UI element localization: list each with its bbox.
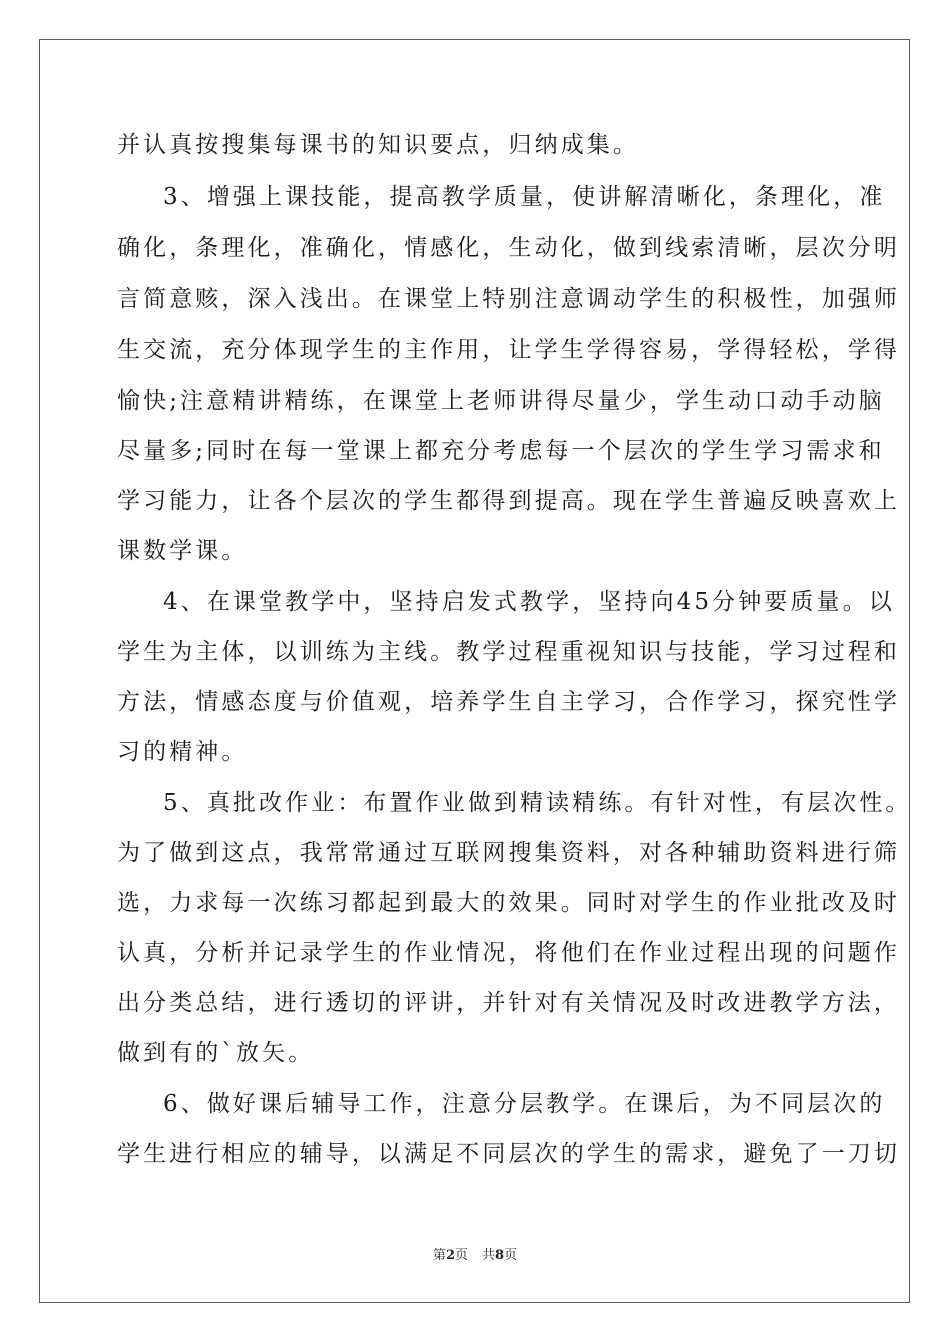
text-line: 学生为主体，以训练为主线。教学过程重视知识与技能，学习过程和: [117, 639, 900, 665]
total-pages: 8: [495, 1248, 505, 1263]
text-line: 出分类总结，进行透切的评讲，并针对有关情况及时改进教学方法，: [117, 990, 900, 1016]
text-line: 课数学课。: [117, 538, 248, 564]
text-line: 学生进行相应的辅导，以满足不同层次的学生的需求，避免了一刀切: [117, 1141, 900, 1167]
text-line: 6、做好课后辅导工作，注意分层教学。在课后，为不同层次的: [163, 1091, 886, 1117]
page-prefix: 第: [432, 1248, 446, 1263]
text-line: 尽量多;同时在每一堂课上都充分考虑每一个层次的学生学习需求和: [117, 438, 885, 464]
text-line: 言简意赅，深入浅出。在课堂上特别注意调动学生的积极性，加强师: [117, 286, 900, 312]
text-line: 5、真批改作业：布置作业做到精读精练。有针对性，有层次性。: [163, 790, 912, 816]
text-line: 选，力求每一次练习都起到最大的效果。同时对学生的作业批改及时: [117, 890, 900, 916]
text-line: 生交流，充分体现学生的主作用，让学生学得容易，学得轻松，学得: [117, 337, 900, 363]
text-line: 做到有的`放矢。: [117, 1040, 315, 1066]
page-suffix: 页: [454, 1248, 468, 1263]
text-line: 为了做到这点，我常常通过互联网搜集资料，对各种辅助资料进行筛: [117, 840, 900, 866]
text-line: 并认真按搜集每课书的知识要点，归纳成集。: [117, 132, 639, 158]
total-suffix: 页: [504, 1248, 518, 1263]
text-line: 愉快;注意精讲精练，在课堂上老师讲得尽量少，学生动口动手动脑: [117, 388, 885, 414]
text-line: 学习能力，让各个层次的学生都得到提高。现在学生普遍反映喜欢上: [117, 488, 900, 514]
text-line: 确化，条理化，准确化，情感化，生动化，做到线索清晰，层次分明: [117, 235, 900, 261]
text-line: 习的精神。: [117, 739, 248, 765]
text-line: 4、在课堂教学中，坚持启发式教学，坚持向45分钟要质量。以: [163, 589, 895, 615]
text-line: 方法，情感态度与价值观，培养学生自主学习，合作学习，探究性学: [117, 689, 900, 715]
text-line: 3、增强上课技能，提高教学质量，使讲解清晰化，条理化，准: [163, 184, 886, 210]
total-prefix: 共: [482, 1248, 496, 1263]
page-footer: [0, 1248, 950, 1264]
page-number: 2: [445, 1248, 455, 1263]
text-line: 认真，分析并记录学生的作业情况，将他们在作业过程出现的问题作: [117, 940, 900, 966]
